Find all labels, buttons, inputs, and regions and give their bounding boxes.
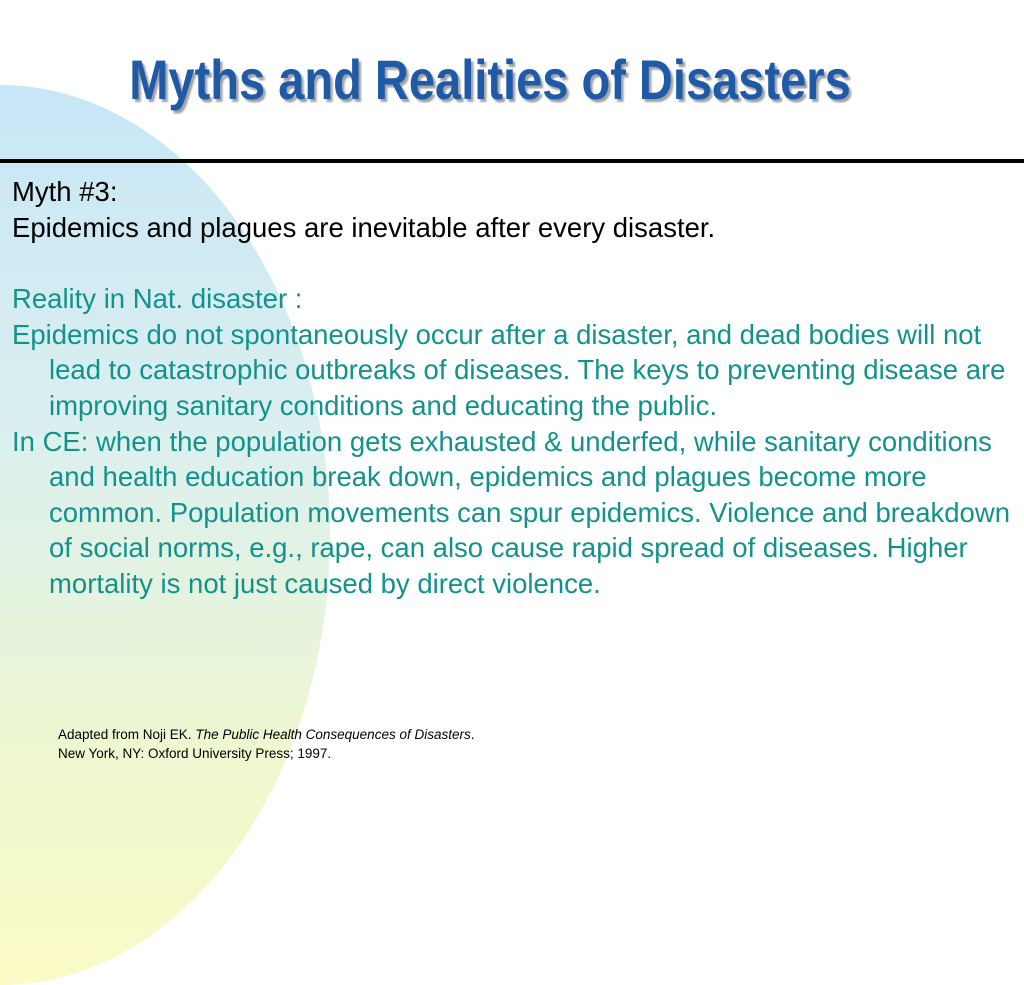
spacer bbox=[12, 245, 1017, 281]
ce-text: In CE: when the population gets exhausted & underfed, while sanitary conditions and health education break down, epidemics and plagues become more common. Population movements can spur epidemics. Violence and breakdown of social norms, e.g., rape, can also cause rapid spread of diseases. Higher mortality is not just caused by direct violence. bbox=[12, 425, 1010, 599]
source-period: . bbox=[470, 727, 475, 742]
title-divider bbox=[0, 159, 1024, 163]
source-prefix: Adapted from Noji EK. bbox=[58, 727, 196, 742]
source-line-1 bbox=[58, 725, 475, 744]
reality-label: Reality in Nat. disaster : bbox=[12, 283, 303, 315]
source-citation bbox=[58, 725, 475, 763]
reality-text: Epidemics do not spontaneously occur after a disaster, and dead bodies will not lead to catastrophic outbreaks of diseases. The keys to preventing disease are improving sanitary conditions and educating the public. bbox=[12, 318, 1006, 421]
slide-body bbox=[12, 174, 1017, 602]
source-line-2: New York, NY: Oxford University Press; 1997. bbox=[58, 746, 332, 761]
myth-text: Epidemics and plagues are inevitable after every disaster. bbox=[12, 211, 716, 243]
slide-title: Myths and Realities of Disasters bbox=[129, 48, 851, 111]
source-title: The Public Health Consequences of Disasters bbox=[195, 727, 471, 742]
myth-label: Myth #3: bbox=[12, 176, 118, 207]
